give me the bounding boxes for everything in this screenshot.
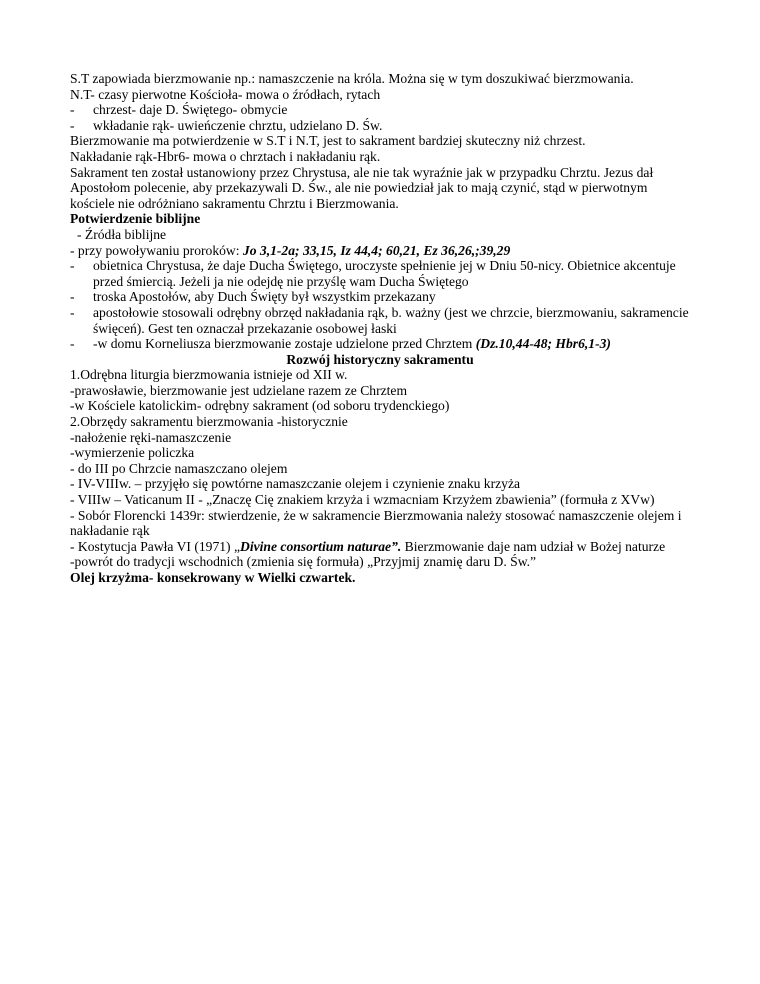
bible-reference: (Dz.10,44-48; Hbr6,1-3)	[475, 336, 611, 352]
paragraph: 1.Odrębna liturgia bierzmowania istnieje od XII w.	[70, 367, 348, 383]
paragraph	[70, 243, 690, 259]
bullet-dash: -	[70, 102, 75, 118]
list-item	[70, 289, 690, 305]
bullet-dash: -	[70, 117, 75, 133]
paragraph: 2.Obrzędy sakramentu bierzmowania -historycznie	[70, 414, 348, 430]
document-title: Divine consortium naturae”.	[240, 538, 402, 554]
paragraph: -w Kościele katolickim- odrębny sakrament (od soboru trydenckiego)	[70, 398, 450, 414]
list-item-text: -w domu Korneliusza bierzmowanie zostaje udzielone przed Chrztem	[93, 336, 476, 352]
paragraph: Sakrament ten został ustanowiony przez Chrystusa, ale nie tak wyraźnie jak w przypadku Chrztu. Jezus dał Apostołom polecenie, aby przekazywali D. Św., ale nie powiedział jak to mają czynić, stąd w pierwotnym kościele nie odróżniano sakramentu Chrztu i Bierzmowania.	[70, 164, 654, 211]
section-heading: Potwierdzenie biblijne	[70, 211, 201, 227]
paragraph: -prawosławie, bierzmowanie jest udzielane razem ze Chrztem	[70, 382, 408, 398]
list-item	[70, 258, 690, 289]
bullet-dash: -	[70, 289, 75, 305]
list-item	[70, 102, 690, 118]
text: Bierzmowanie daje nam udział w Bożej naturze	[401, 538, 666, 554]
bullet-dash: -	[70, 336, 75, 352]
paragraph: - do III po Chrzcie namaszczano olejem	[70, 460, 288, 476]
paragraph: -nałożenie ręki-namaszczenie	[70, 429, 232, 445]
quoted-formula: „Znaczę Cię znakiem krzyża i wzmacniam Krzyżem zbawienia”	[206, 492, 557, 508]
list-item-text: obietnica Chrystusa, że daje Ducha Świętego, uroczyste spełnienie jej w Dniu 50-nicy. Obietnice akcentuje przed śmiercią. Jeżeli ja nie odejdę nie przyślę wam Ducha Świętego	[93, 258, 676, 289]
list-item	[70, 118, 690, 134]
text: - VIIIw – Vaticanum II -	[70, 492, 207, 508]
section-heading: Rozwój historyczny sakramentu	[286, 351, 474, 367]
list-item-text: troska Apostołów, aby Duch Święty był wszystkim przekazany	[93, 289, 436, 305]
list-item-text: wkładanie rąk- uwieńczenie chrztu, udzielano D. Św.	[93, 117, 383, 133]
bullet-dash: -	[70, 258, 75, 274]
list-item-text: apostołowie stosowali odrębny obrzęd nakładania rąk, b. ważny (jest we chrzcie, bierzmowaniu, sakramencie święceń). Gest ten oznaczał przekazanie osobowej łaski	[93, 304, 689, 336]
list-item-text: chrzest- daje D. Świętego- obmycie	[93, 102, 288, 118]
paragraph: Nakładanie rąk-Hbr6- mowa o chrztach i nakładaniu rąk.	[70, 148, 381, 164]
closing-statement: Olej krzyżma- konsekrowany w Wielki czwartek.	[70, 570, 356, 585]
paragraph: - IV-VIIIw. – przyjęło się powtórne namaszczanie olejem i czynienie znaku krzyża	[70, 476, 521, 492]
paragraph	[70, 539, 690, 555]
paragraph: S.T zapowiada bierzmowanie np.: namaszczenie na króla. Można się w tym doszukiwać bierzmowania.	[70, 71, 634, 86]
text: (formuła z XVw)	[556, 492, 655, 508]
bullet-dash: -	[70, 304, 75, 320]
text: - przy powoływaniu proroków:	[70, 242, 243, 258]
paragraph: - Sobór Florencki 1439r: stwierdzenie, że w sakramencie Bierzmowania należy stosować namaszczenie olejem i nakładanie rąk	[70, 507, 682, 539]
paragraph: N.T- czasy pierwotne Kościoła- mowa o źródłach, rytach	[70, 86, 381, 102]
document-body	[70, 71, 690, 586]
text: - Kostytucja Pawła VI (1971) „	[70, 538, 241, 554]
paragraph: -wymierzenie policzka	[70, 445, 195, 461]
paragraph	[70, 492, 690, 508]
list-item	[70, 305, 690, 336]
paragraph: Bierzmowanie ma potwierdzenie w S.T i N.T, jest to sakrament bardziej skuteczny niż chrzest.	[70, 133, 586, 149]
paragraph: -powrót do tradycji wschodnich (zmienia się formuła) „Przyjmij znamię daru D. Św.”	[70, 554, 537, 570]
list-item	[70, 336, 690, 352]
subheading: - Źródła biblijne	[77, 226, 167, 242]
bible-reference: Jo 3,1-2a; 33,15, Iz 44,4; 60,21, Ez 36,26,;39,29	[242, 242, 511, 258]
